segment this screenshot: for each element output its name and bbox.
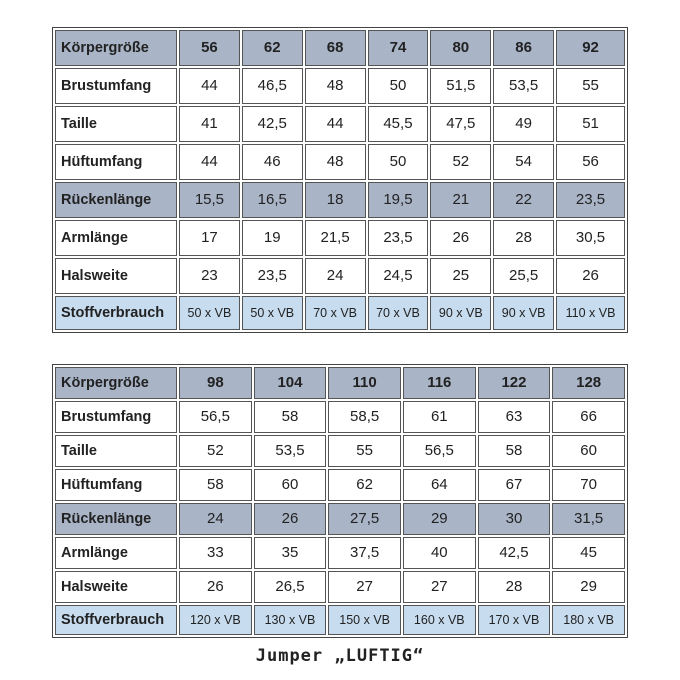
table-cell: 66 <box>552 401 625 433</box>
header-label: Körpergröße <box>55 30 177 66</box>
row-label: Rückenlänge <box>55 182 177 218</box>
table-cell: 150 x VB <box>328 605 401 635</box>
table-cell: 24,5 <box>368 258 429 294</box>
table-cell: 130 x VB <box>254 605 327 635</box>
table-cell: 26 <box>430 220 491 256</box>
table-cell: 42,5 <box>478 537 551 569</box>
table-cell: 60 <box>552 435 625 467</box>
table-row <box>55 144 625 180</box>
table-cell: 21 <box>430 182 491 218</box>
table-cell: 26 <box>556 258 625 294</box>
table-cell: 53,5 <box>254 435 327 467</box>
size-header: 80 <box>430 30 491 66</box>
table-cell: 18 <box>305 182 366 218</box>
table-row <box>55 220 625 256</box>
table-cell: 29 <box>552 571 625 603</box>
table-cell: 47,5 <box>430 106 491 142</box>
row-label: Armlänge <box>55 220 177 256</box>
table-cell: 26,5 <box>254 571 327 603</box>
table-row <box>55 503 625 535</box>
table-cell: 44 <box>305 106 366 142</box>
size-header: 74 <box>368 30 429 66</box>
table-cell: 180 x VB <box>552 605 625 635</box>
size-header: 110 <box>328 367 401 399</box>
table-cell: 26 <box>179 571 252 603</box>
table-row <box>55 296 625 330</box>
table-cell: 46 <box>242 144 303 180</box>
size-header: 98 <box>179 367 252 399</box>
size-header: 56 <box>179 30 240 66</box>
table-row <box>55 68 625 104</box>
table-cell: 31,5 <box>552 503 625 535</box>
table-cell: 55 <box>556 68 625 104</box>
table-cell: 50 <box>368 144 429 180</box>
row-label: Halsweite <box>55 258 177 294</box>
table-cell: 27 <box>403 571 476 603</box>
table-cell: 29 <box>403 503 476 535</box>
table-header-row <box>55 30 625 66</box>
table-cell: 56,5 <box>403 435 476 467</box>
table-row <box>55 106 625 142</box>
table-cell: 50 <box>368 68 429 104</box>
table-cell: 40 <box>403 537 476 569</box>
table-cell: 28 <box>478 571 551 603</box>
table-cell: 51 <box>556 106 625 142</box>
table-cell: 61 <box>403 401 476 433</box>
table-cell: 120 x VB <box>179 605 252 635</box>
table-cell: 21,5 <box>305 220 366 256</box>
table-cell: 15,5 <box>179 182 240 218</box>
table-cell: 27 <box>328 571 401 603</box>
table-cell: 58 <box>478 435 551 467</box>
size-header: 128 <box>552 367 625 399</box>
table-cell: 58 <box>254 401 327 433</box>
table-cell: 52 <box>430 144 491 180</box>
table-cell: 24 <box>305 258 366 294</box>
table-cell: 22 <box>493 182 554 218</box>
table-cell: 48 <box>305 144 366 180</box>
table-header-row <box>55 367 625 399</box>
table-cell: 30,5 <box>556 220 625 256</box>
table-cell: 42,5 <box>242 106 303 142</box>
table-cell: 58,5 <box>328 401 401 433</box>
table-cell: 16,5 <box>242 182 303 218</box>
table-cell: 170 x VB <box>478 605 551 635</box>
table-cell: 27,5 <box>328 503 401 535</box>
table-cell: 25 <box>430 258 491 294</box>
row-label: Rückenlänge <box>55 503 177 535</box>
row-label: Stoffverbrauch <box>55 605 177 635</box>
size-header: 68 <box>305 30 366 66</box>
table-cell: 56 <box>556 144 625 180</box>
table-cell: 58 <box>179 469 252 501</box>
table-cell: 23,5 <box>368 220 429 256</box>
table-cell: 160 x VB <box>403 605 476 635</box>
row-label: Brustumfang <box>55 401 177 433</box>
table-cell: 24 <box>179 503 252 535</box>
table-cell: 30 <box>478 503 551 535</box>
size-header: 86 <box>493 30 554 66</box>
caption: Jumper „LUFTIG“ <box>255 646 425 666</box>
row-label: Brustumfang <box>55 68 177 104</box>
table-cell: 51,5 <box>430 68 491 104</box>
size-table-small <box>52 27 628 333</box>
table-cell: 70 <box>552 469 625 501</box>
table-cell: 110 x VB <box>556 296 625 330</box>
table-row <box>55 401 625 433</box>
table-row <box>55 258 625 294</box>
table-cell: 41 <box>179 106 240 142</box>
table-row <box>55 605 625 635</box>
table-cell: 25,5 <box>493 258 554 294</box>
table-cell: 23,5 <box>242 258 303 294</box>
table-cell: 60 <box>254 469 327 501</box>
table-cell: 19,5 <box>368 182 429 218</box>
table-cell: 19 <box>242 220 303 256</box>
row-label: Armlänge <box>55 537 177 569</box>
row-label: Hüftumfang <box>55 469 177 501</box>
table-cell: 55 <box>328 435 401 467</box>
table-cell: 44 <box>179 144 240 180</box>
size-header: 104 <box>254 367 327 399</box>
table-row <box>55 182 625 218</box>
table-row <box>55 571 625 603</box>
table-cell: 62 <box>328 469 401 501</box>
table-cell: 70 x VB <box>368 296 429 330</box>
table-cell: 53,5 <box>493 68 554 104</box>
table-cell: 28 <box>493 220 554 256</box>
table-cell: 46,5 <box>242 68 303 104</box>
size-header: 116 <box>403 367 476 399</box>
table-row <box>55 537 625 569</box>
table-row <box>55 469 625 501</box>
table-cell: 64 <box>403 469 476 501</box>
table-cell: 17 <box>179 220 240 256</box>
table-cell: 56,5 <box>179 401 252 433</box>
table-cell: 23,5 <box>556 182 625 218</box>
size-table-large <box>52 364 628 638</box>
row-label: Taille <box>55 106 177 142</box>
table-cell: 70 x VB <box>305 296 366 330</box>
table-cell: 49 <box>493 106 554 142</box>
table-cell: 45,5 <box>368 106 429 142</box>
table-cell: 23 <box>179 258 240 294</box>
table-cell: 54 <box>493 144 554 180</box>
table-cell: 63 <box>478 401 551 433</box>
row-label: Halsweite <box>55 571 177 603</box>
row-label: Hüftumfang <box>55 144 177 180</box>
size-header: 92 <box>556 30 625 66</box>
size-header: 62 <box>242 30 303 66</box>
table-cell: 33 <box>179 537 252 569</box>
row-label: Taille <box>55 435 177 467</box>
table-cell: 35 <box>254 537 327 569</box>
table-cell: 50 x VB <box>179 296 240 330</box>
table-cell: 50 x VB <box>242 296 303 330</box>
table-cell: 26 <box>254 503 327 535</box>
size-header: 122 <box>478 367 551 399</box>
table-cell: 90 x VB <box>430 296 491 330</box>
table-cell: 48 <box>305 68 366 104</box>
table-cell: 67 <box>478 469 551 501</box>
table-cell: 90 x VB <box>493 296 554 330</box>
table-row <box>55 435 625 467</box>
row-label: Stoffverbrauch <box>55 296 177 330</box>
table-cell: 37,5 <box>328 537 401 569</box>
table-cell: 45 <box>552 537 625 569</box>
header-label: Körpergröße <box>55 367 177 399</box>
table-cell: 52 <box>179 435 252 467</box>
table-cell: 44 <box>179 68 240 104</box>
